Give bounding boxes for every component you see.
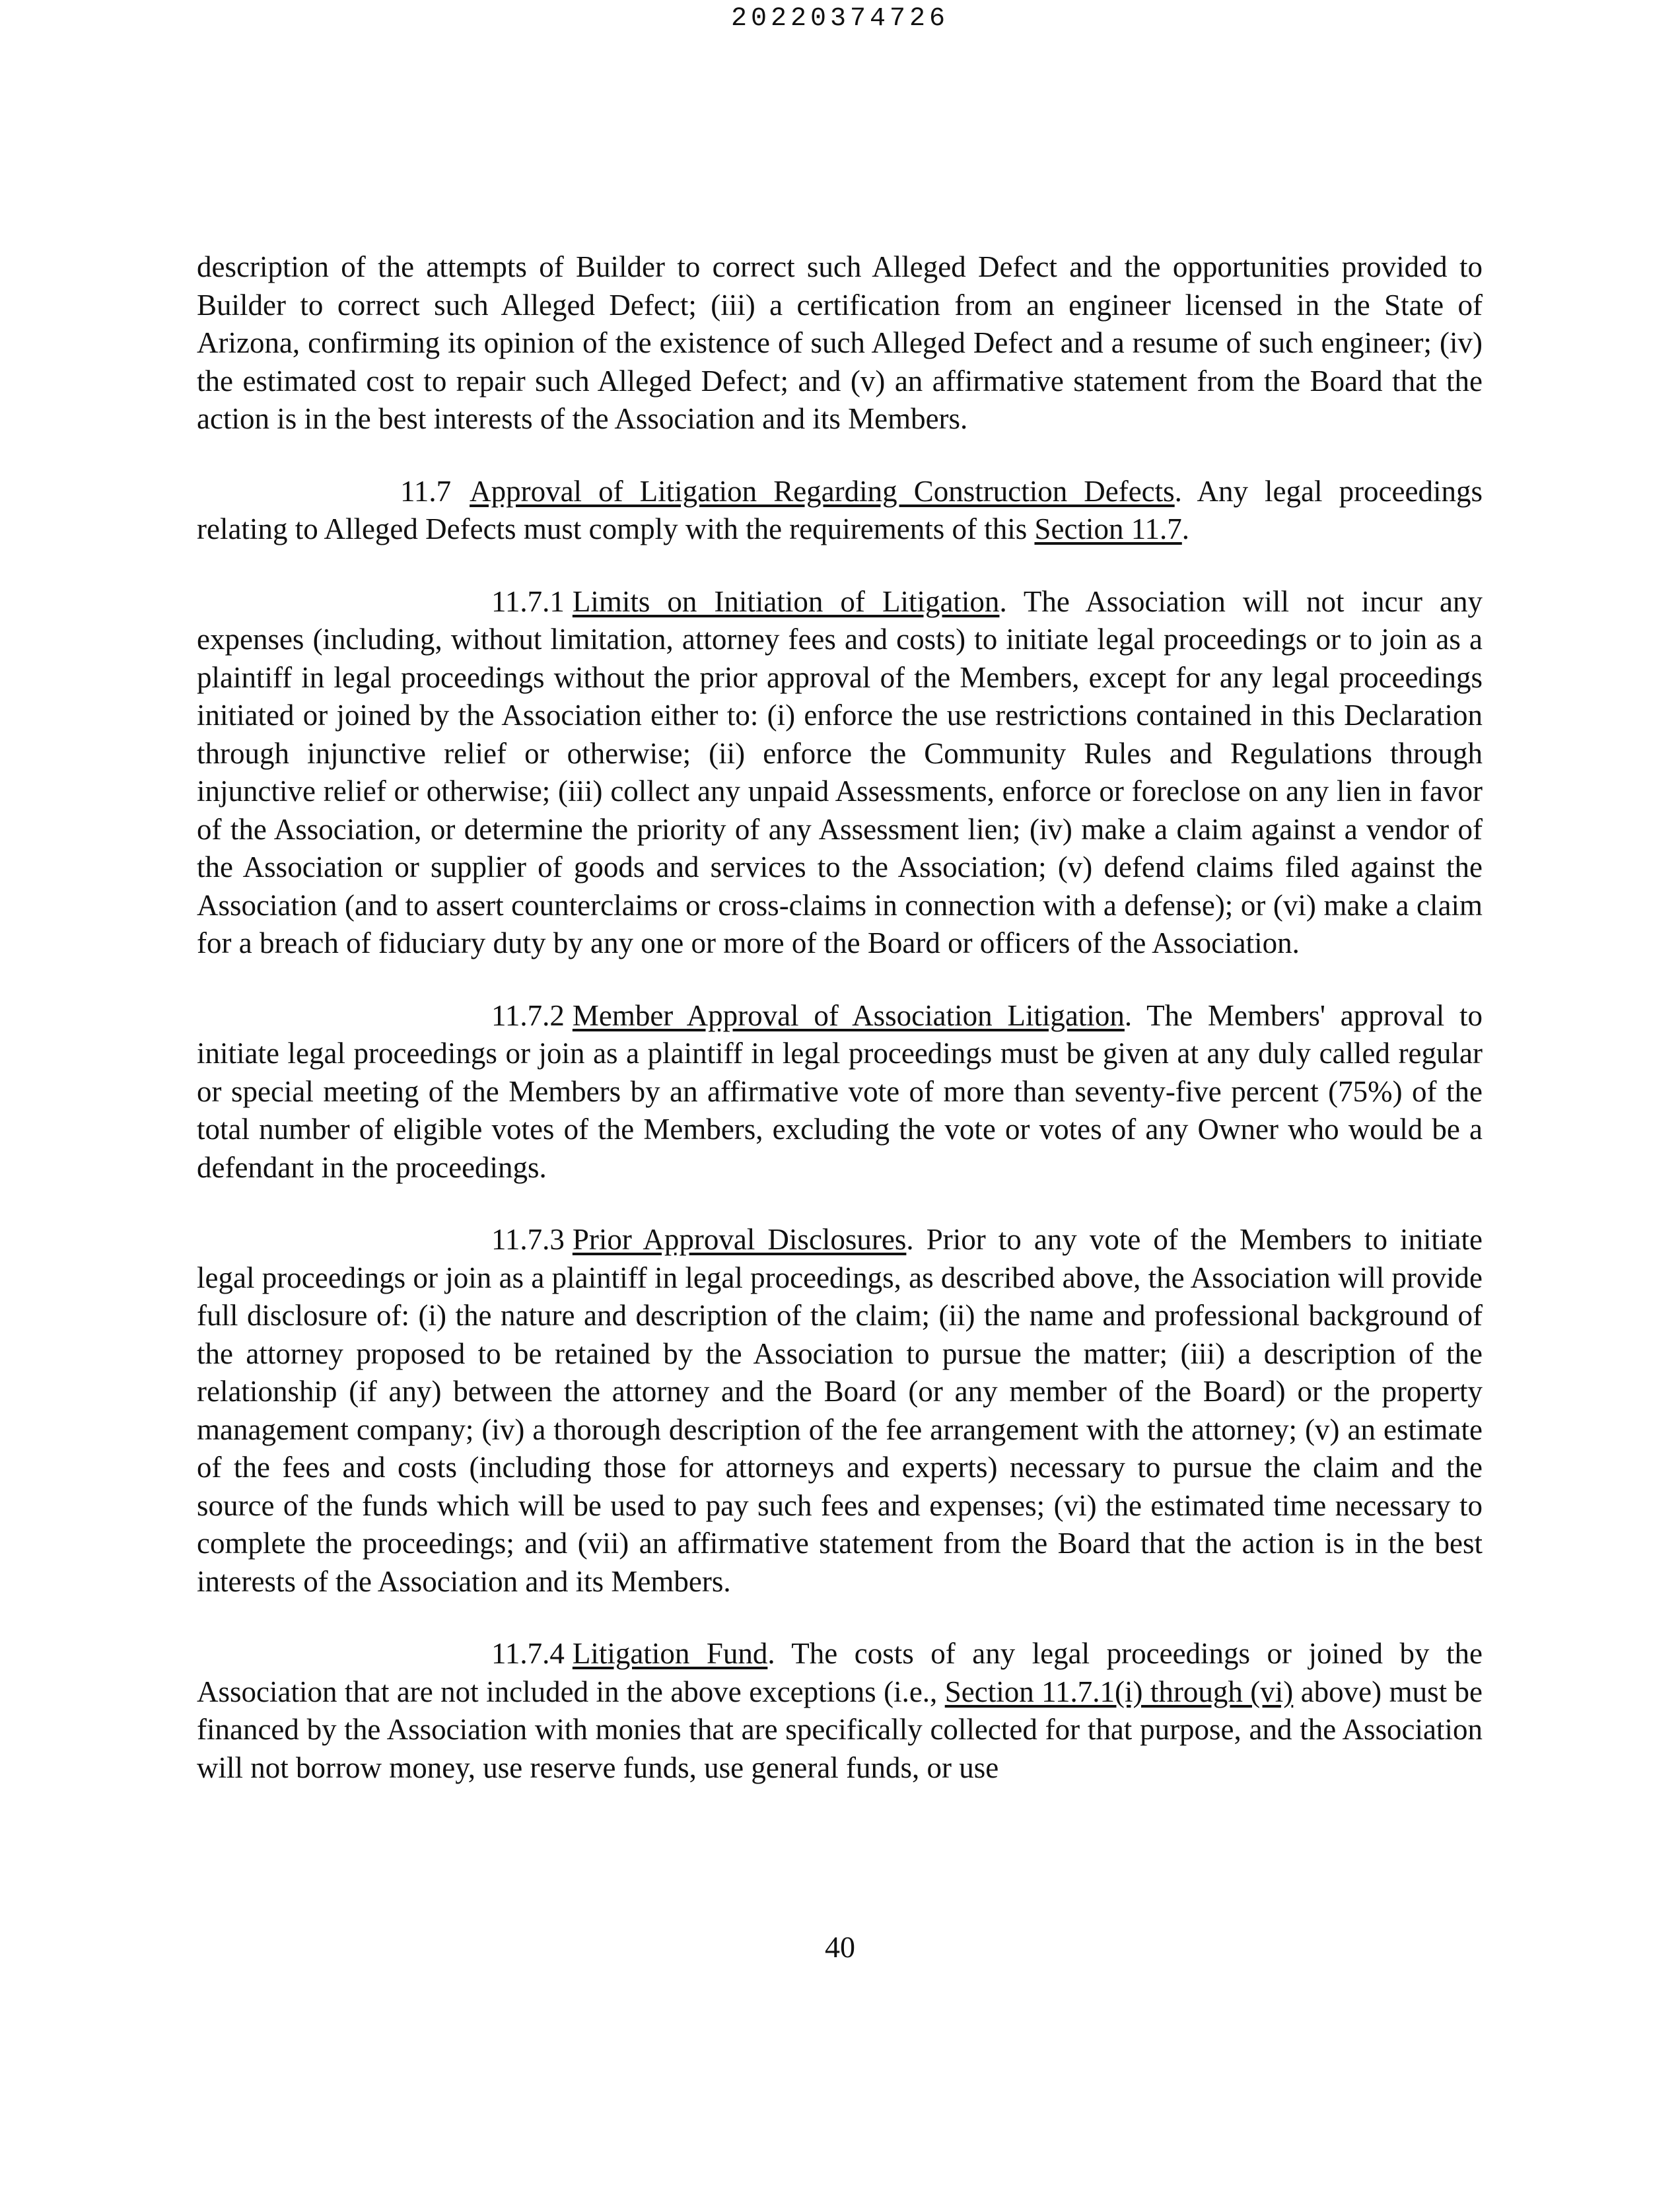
section-heading: Prior Approval Disclosures: [572, 1223, 907, 1256]
section-body: . Any legal proceedings relating to Alleged Defects must comply with the requirements of this: [197, 474, 1483, 545]
page-number: 40: [825, 1930, 855, 1964]
section-number: 11.7.4: [491, 1637, 565, 1670]
section-body: . The Members' approval to initiate legal proceedings or join as a plaintiff in legal proceedings must be given at any duly called regular or special meeting of the Members by an affirmative vote of more than seventy-five percent (75%) of the total number of eligible votes of the Members, excluding the vote or votes of any Owner who would be a defendant in the proceedings.: [197, 998, 1483, 1184]
document-number: 20220374726: [730, 4, 950, 34]
section-11-7-2: [197, 997, 1483, 1187]
section-11-7-3: [197, 1221, 1483, 1601]
section-reference: Section 11.7: [1034, 512, 1182, 545]
section-number: 11.7: [400, 474, 452, 508]
section-body-end: above) must be financed by the Association with monies that are specifically collected for that purpose, and the Association will not borrow money, use reserve funds, use general funds, or use: [197, 1675, 1483, 1784]
section-body: . The costs of any legal proceedings or joined by the Association that are not included in the above exceptions (i.e.,: [197, 1637, 1483, 1708]
section-heading: Litigation Fund: [572, 1637, 768, 1670]
section-11-7: [197, 473, 1483, 549]
section-number: 11.7.2: [491, 998, 565, 1032]
document-body: [197, 248, 1483, 1787]
section-11-7-4: [197, 1635, 1483, 1787]
section-number: 11.7.3: [491, 1223, 565, 1256]
section-body-end: .: [1181, 512, 1190, 545]
intro-text: description of the attempts of Builder to correct such Alleged Defect and the opportunities provided to Builder to correct such Alleged Defect; (iii) a certification from an engineer licensed in the State of Arizona, confirming its opinion of the existence of such Alleged Defect and a resume of such engineer; (iv) the estimated cost to repair such Alleged Defect; and (v) an affirmative statement from the Board that the action is in the best interests of the Association and its Members.: [197, 250, 1483, 435]
section-body: . The Association will not incur any expenses (including, without limitation, attorney fees and costs) to initiate legal proceedings or to join as a plaintiff in legal proceedings without the prior approval of the Members, except for any legal proceedings initiated or joined by the Association either to: (i) enforce the use restrictions contained in this Declaration through injunctive relief or otherwise; (ii) enforce the Community Rules and Regulations through injunctive relief or otherwise; (iii) collect any unpaid Assessments, enforce or foreclose on any lien in favor of the Association, or determine the priority of any Assessment lien; (iv) make a claim against a vendor of the Association or supplier of goods and services to the Association; (v) defend claims filed against the Association (and to assert counterclaims or cross-claims in connection with a defense); or (vi) make a claim for a breach of fiduciary duty by any one or more of the Board or officers of the Association.: [197, 584, 1483, 959]
section-body: . Prior to any vote of the Members to initiate legal proceedings or join as a plaintiff in legal proceedings, as described above, the Association will provide full disclosure of: (i) the nature and description of the claim; (ii) the name and professional background of the attorney proposed to be retained by the Association to pursue the matter; (iii) a description of the relationship (if any) between the attorney and the Board (or any member of the Board) or the property management company; (iv) a thorough description of the fee arrangement with the attorney; (v) an estimate of the fees and costs (including those for attorneys and experts) necessary to pursue the claim and the source of the funds which will be used to pay such fees and expenses; (vi) the estimated time necessary to complete the proceedings; and (vii) an affirmative statement from the Board that the action is in the best interests of the Association and its Members.: [197, 1223, 1483, 1598]
section-heading: Limits on Initiation of Litigation: [572, 584, 1000, 618]
section-heading: Approval of Litigation Regarding Construction Defects: [470, 474, 1175, 508]
section-11-7-1: [197, 583, 1483, 963]
intro-paragraph: [197, 248, 1483, 438]
section-heading: Member Approval of Association Litigation: [572, 998, 1125, 1032]
section-reference: Section 11.7.1(i) through (vi): [944, 1675, 1294, 1708]
section-number: 11.7.1: [491, 584, 565, 618]
